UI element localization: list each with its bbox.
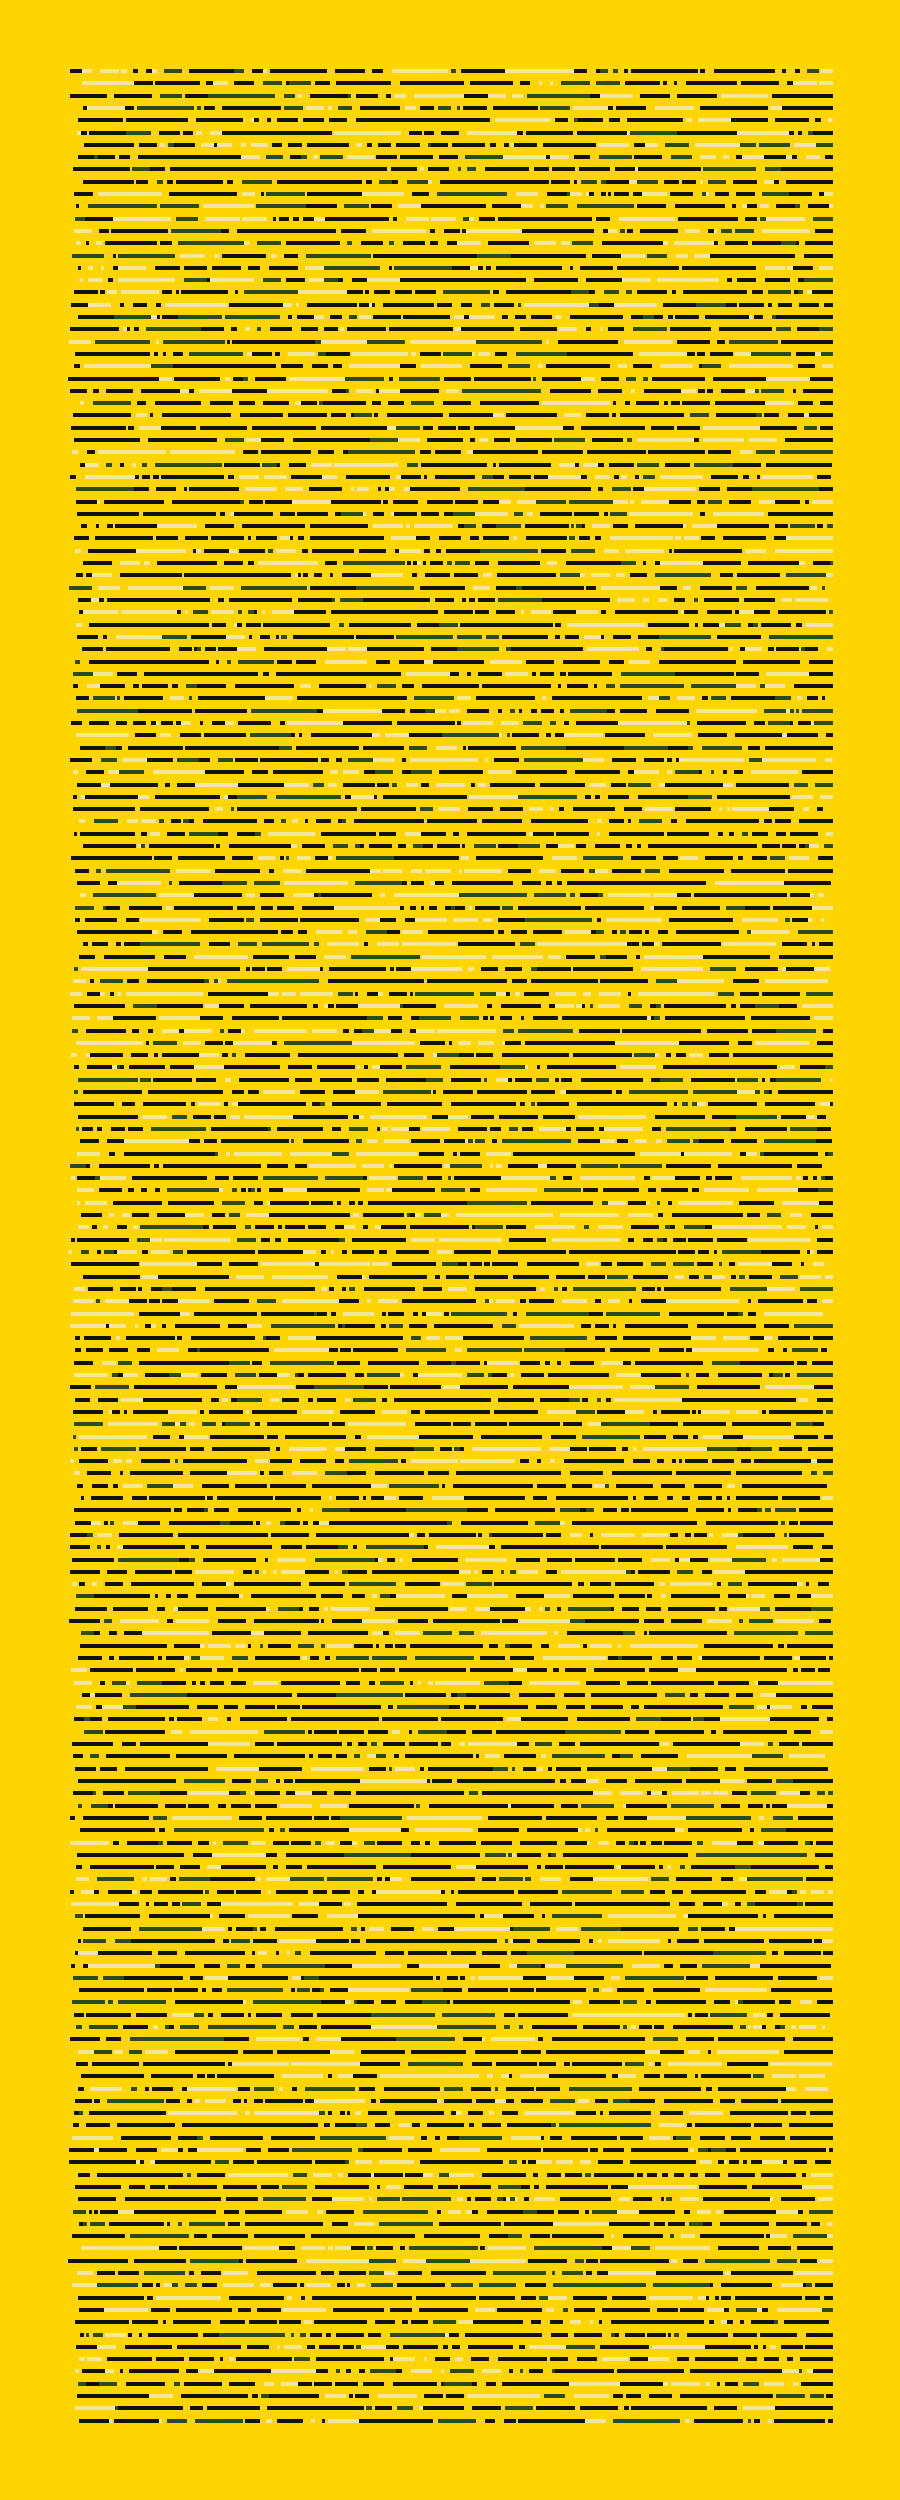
dash-pattern-field xyxy=(68,67,833,2429)
dash-pattern-svg xyxy=(68,67,833,2429)
